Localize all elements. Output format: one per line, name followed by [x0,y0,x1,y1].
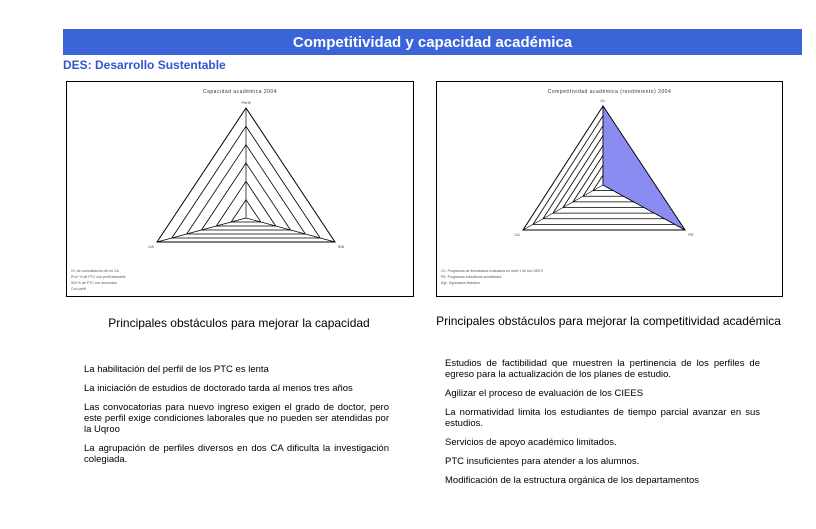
list-item: Agilizar el proceso de evaluación de los CIEES [445,388,644,399]
list-item: Estudios de factibilidad que muestren la pertinencia de los perfiles de egreso para la actualización de los planes de estudio. [445,358,760,380]
radar-series-area [603,106,685,230]
radar-axis-label: CA [148,244,154,249]
chart-note: Egr.: Egresados titulados [441,281,480,285]
radar-axis-label: SNI [337,244,345,249]
list-item: PTC insuficientes para atender a los alumnos. [445,456,640,467]
list-item: Modificación de la estructura orgánica de los departamentos [445,475,700,486]
chart-note: SNI % de PTC con doctorado [71,281,117,285]
page-header [63,29,802,55]
capacity-chart [66,81,414,297]
competitiveness-radar-svg [437,82,782,296]
radar-axis-label: PE [688,232,694,237]
chart-note: PE: Programas educativos acreditados [441,275,502,279]
des-name: Desarrollo Sustentable [95,58,226,72]
list-item: Servicios de apoyo académico limitados. [445,437,617,448]
des-label [63,58,226,72]
chart-note: Gr. de consolidación de los CA [71,269,119,273]
competitiveness-chart [436,81,783,297]
radar-axis-label: Perfil [241,100,251,105]
chart-title: Capacidad académica 2004 [203,89,277,95]
radar-axis-label: CA [514,232,520,237]
des-tag: DES: [63,58,92,72]
chart-title: Competitividad académica (rendimiento) 2004 [547,89,672,95]
chart-note: Prof. % de PTC con perfil deseable [71,275,126,279]
competitiveness-obstacles-title: Principales obstáculos para mejorar la competitividad académica [436,314,781,328]
list-item: La agrupación de perfiles diversos en dos CA dificulta la investigación colegiada. [84,443,389,465]
page-title: Competitividad y capacidad académica [292,34,573,51]
chart-note: Gr.: Programas de licenciatura evaluados en nivel 1 de los CIEES [441,269,543,273]
list-item: Las convocatorias para nuevo ingreso exigen el grado de doctor, pero este perfil exige condiciones laborales que no pueden ser atendidas por la Uqroo [84,402,389,435]
competitiveness-obstacles-list [445,358,760,494]
list-item: La normatividad limita los estudiantes de tiempo parcial avanzar en sus estudios. [445,407,760,429]
capacity-radar-svg [67,82,413,296]
list-item: La habilitación del perfil de los PTC es lenta [84,364,269,375]
capacity-obstacles-title: Principales obstáculos para mejorar la capacidad [108,316,370,330]
list-item: La iniciación de estudios de doctorado tarda al menos tres años [84,383,353,394]
chart-note: Con perfil [71,287,86,291]
capacity-obstacles-list [84,364,389,473]
radar-axis-label: Gr. [600,98,606,103]
